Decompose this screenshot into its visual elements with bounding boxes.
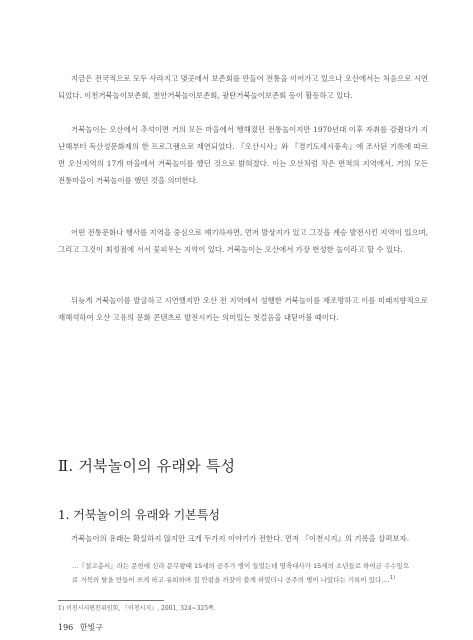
subsection-paragraph: 거북놀이의 유래는 확실하지 않지만 크게 두가지 이야기가 전한다. 먼저 『이천시지』의 기록을 살펴보자.	[71, 534, 410, 543]
section-heading: Ⅱ. 거북놀이의 유래와 특성	[58, 457, 236, 475]
quote-visible-text: …『설고총서』라는 문헌에 신라 문무왕때 15세의 공주가 병이 들었는데 명축대사가 15세의 소년들로 하여금 수수잎으로 거북의 탈을 만들어 쓰게 하고 유희하며 집 안팎을 까잣이 쓸게 하였더니 공주의 병이 나았다는 기록이 있다.…	[72, 562, 410, 585]
quote-visible	[72, 560, 410, 586]
page-footer	[58, 622, 103, 633]
footnote-divider	[58, 600, 164, 601]
body-paragraph-4: 뒤늦게 거북놀이를 발굴하고 시연했지만 오산 전 지역에서 성행한 거북놀이를 재조명하고 이를 미래지향적으로 재해석하여 오산 고유의 문화 콘텐츠로 발전시키는 의미있는 첫걸음을 내딛어볼 때이다.	[58, 296, 428, 322]
footnote: 1) 이천시지편찬위원회, 『이천시지』, 2001, 324~325쪽.	[58, 605, 216, 612]
subsection-heading: 1. 거북놀이의 유래와 기본특성	[58, 508, 220, 522]
body-paragraph-3: 어떤 전통문화나 행사를 지역을 중심으로 얘기하자면, 먼저 발상지가 있고 그것을 계승 발전시킨 지역이 있으며, 그리고 그것이 최정점에 서서 꽃피우는 지역이 있다. 거북놀이는 오산에서 가장 번성한 놀이라고 할 수 있다.	[58, 228, 428, 254]
journal-name: 한빛구	[79, 623, 104, 632]
body-paragraph-2: 거북놀이는 오산에서 추석이면 거의 모든 마을에서 행해졌던 전통놀이지만 1970년대 이후 자취를 감췄다가 지난해부터 독산성문화제의 한 프로그램으로 재연되었다. 『오산시사』와 『경기도세시풍속』에 조사된 기록에 따르면 오산지역의 17개 마을에서 거북놀이를 했던 것으로 밝혀졌다. 이는 오산처럼 작은 면적의 지역에서, 거의 모든 전통마을이 거북놀이를 했던 것을 의미한다.	[58, 125, 428, 185]
page-number: 196	[58, 623, 74, 632]
body-paragraph-1: 지금은 전국적으로 모두 사라지고 몇곳에서 보존회를 만들어 전통을 이어가고 있으나 오산에서는 처음으로 시연되었다. 이천거북놀이보존회, 천안거북놀이보존회, 광탄거북놀이보존회 등이 활동하고 있다.	[58, 74, 428, 100]
quote-visible-footnote-ref: 1)	[389, 575, 396, 581]
